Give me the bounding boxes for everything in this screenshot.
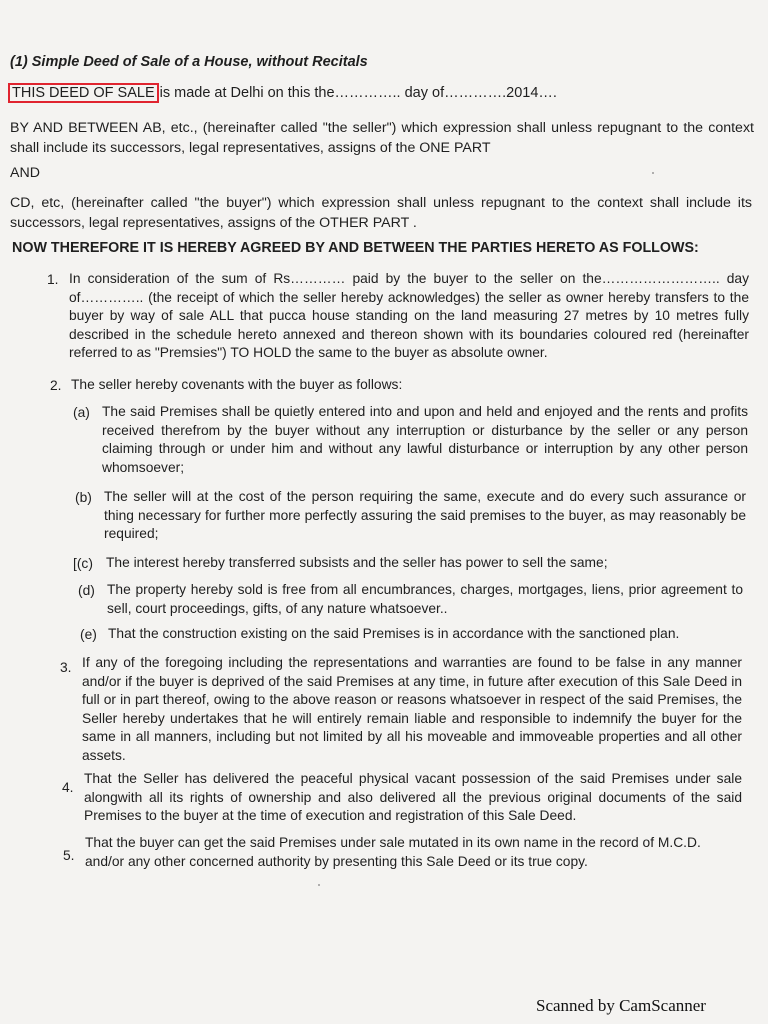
scan-speck	[652, 172, 654, 174]
scan-speck	[318, 884, 320, 886]
clause-2a-text: The said Premises shall be quietly entered into and upon and held and enjoyed and the rents and profits received therefrom by the buyer without any interruption or disturbance by the seller or any person claiming through or under him and without any lawful disturbance or interruption by any other person whomsoever;	[102, 404, 748, 475]
clause-3-number: 3.	[60, 660, 72, 675]
document-heading: (1) Simple Deed of Sale of a House, without Recitals	[10, 54, 368, 70]
clause-3-text: If any of the foregoing including the representations and warranties are found to be false in any manner and/or if the buyer is deprived of the said Premises at any time, in future after execution of this Sale Deed in full or in part thereof, owing to the above reason or reasons whatsoever in respect of the said Premises, the Seller hereby undertakes that he will entirely remain liable and responsible to indemnify the buyer for the same in all manners, including but not limited by all his moveable and immoveable properties and all other assets.	[82, 655, 742, 763]
clause-5-number: 5.	[63, 848, 75, 863]
clause-2e-text: That the construction existing on the said Premises is in accordance with the sanctioned plan.	[108, 626, 680, 641]
clause-2c-text: The interest hereby transferred subsists and the seller has power to sell the same;	[106, 555, 608, 570]
clause-2-number: 2.	[50, 378, 62, 393]
paragraph-between: BY AND BETWEEN AB, etc., (hereinafter called "the seller") which expression shall unless repugnant to the context shall include its successors, legal representatives, assigns of the ONE PART	[10, 120, 754, 156]
highlighted-deed-title: THIS DEED OF SALE	[8, 83, 159, 103]
scanner-watermark: Scanned by CamScanner	[536, 996, 706, 1015]
clause-2d-label: (d)	[78, 583, 95, 598]
clause-4-number: 4.	[62, 780, 74, 795]
clause-1-text: In consideration of the sum of Rs………… paid by the buyer to the seller on the…………………….. day of………….. (the receipt of which the seller hereby acknowledges) the seller as owner hereby transfers to the buyer by way of sale ALL that pucca house standing on the land measuring 27 metres by 10 metres fully described in the schedule hereto annexed and thereon shown with its boundaries coloured red (hereinafter referred to as "Premsies") TO HOLD the same to the buyer as absolute owner.	[69, 271, 749, 360]
now-therefore-heading: NOW THEREFORE IT IS HEREBY AGREED BY AND BETWEEN THE PARTIES HERETO AS FOLLOWS:	[12, 240, 699, 256]
and-label: AND	[10, 165, 40, 181]
clause-4-text: That the Seller has delivered the peaceful physical vacant possession of the said Premises under sale alongwith all its rights of ownership and also delivered all the previous original documents of the said Premises to the buyer at the time of execution and registration of this Sale Deed.	[84, 771, 742, 823]
opening-line	[8, 85, 557, 101]
clause-2e-label: (e)	[80, 627, 97, 642]
opening-rest: is made at Delhi on this the………….. day of………….2014….	[159, 85, 557, 101]
paragraph-buyer: CD, etc, (hereinafter called "the buyer") which expression shall unless repugnant to the context shall include its successors, legal representatives, assigns of the OTHER PART .	[10, 195, 752, 231]
clause-2b-text: The seller will at the cost of the person requiring the same, execute and do every such assurance or thing necessary for further more perfectly assuring the said premises to the buyer, as may reasonably be required;	[104, 489, 746, 541]
clause-2-text: The seller hereby covenants with the buyer as follows:	[71, 377, 403, 392]
clause-2b-label: (b)	[75, 490, 92, 505]
clause-2d-text: The property hereby sold is free from all encumbrances, charges, mortgages, liens, prior agreement to sell, court proceedings, gifts, of any nature whatsoever..	[107, 582, 743, 616]
clause-2c-label: [(c)	[73, 556, 93, 571]
clause-1-number: 1.	[47, 272, 59, 287]
clause-5-text: That the buyer can get the said Premises under sale mutated in its own name in the record of M.C.D. and/or any other concerned authority by presenting this Sale Deed or its true copy.	[85, 835, 701, 869]
clause-2a-label: (a)	[73, 405, 90, 420]
